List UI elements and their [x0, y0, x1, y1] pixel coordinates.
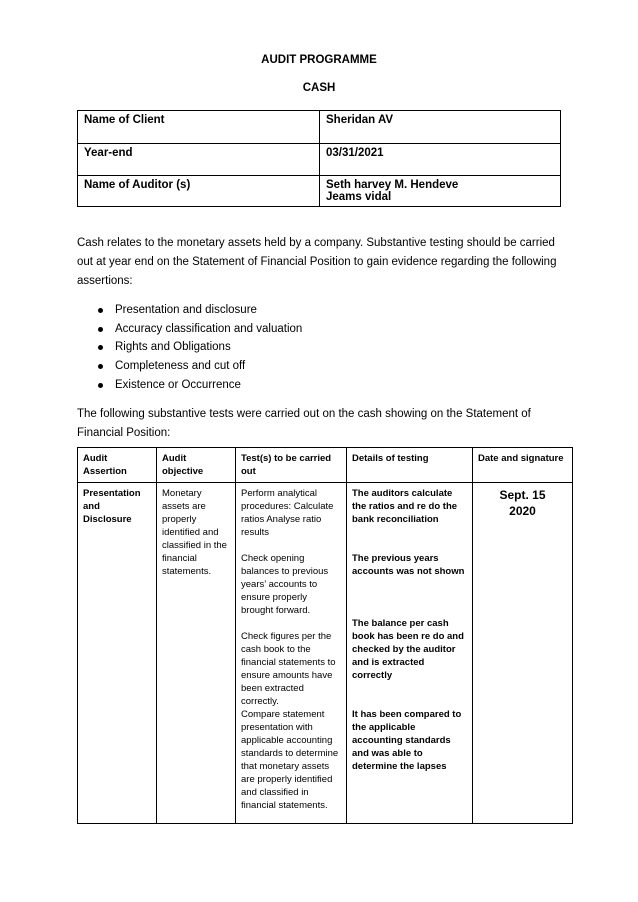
info-row-client — [78, 111, 561, 144]
info-row-year-end — [78, 144, 561, 176]
column-header: Test(s) to be carried out — [236, 448, 347, 483]
detail-item: The previous years accounts was not shown — [352, 553, 465, 577]
doc-title: AUDIT PROGRAMME — [261, 54, 377, 66]
date-signature-cell — [473, 483, 573, 824]
list-item: Presentation and disclosure — [96, 301, 302, 320]
test-item: Check figures per the cash book to the financial statements to ensure amounts have been extracted correctly. — [241, 631, 336, 707]
column-header: Audit Assertion — [78, 448, 157, 483]
info-value-line: Seth harvey M. Hendeve — [326, 179, 459, 191]
detail-item: The auditors calculate the ratios and re do the bank reconciliation — [352, 488, 458, 525]
doc-subtitle: CASH — [302, 82, 336, 94]
table-header-row — [78, 448, 573, 483]
tests-cell — [236, 483, 347, 824]
table-row — [78, 483, 573, 824]
info-value — [320, 144, 561, 176]
column-header: Details of testing — [347, 448, 473, 483]
list-item: Rights and Obligations — [96, 338, 302, 357]
intro-paragraph: Cash relates to the monetary assets held by a company. Substantive testing should be carried out at year end on the Statement of Financial Position to gain evidence regarding the following assertions: — [77, 237, 557, 287]
info-label: Name of Auditor (s) — [78, 176, 320, 207]
substantive-tests-table — [77, 447, 573, 824]
objective-cell: Monetary assets are properly identified and classified in the financial statements. — [157, 483, 236, 824]
test-item: Check opening balances to previous years’ accounts to ensure properly brought forward. — [241, 553, 329, 616]
test-item: Perform analytical procedures: Calculate ratios Analyse ratio results — [241, 488, 334, 538]
column-header: Date and signature — [473, 448, 573, 483]
client-info-table — [77, 110, 561, 207]
info-label: Year-end — [78, 144, 320, 176]
list-item: Existence or Occurrence — [96, 376, 302, 395]
test-item: Compare statement presentation with applicable accounting standards to determine that monetary assets are properly identified and classified in financial statements. — [241, 709, 339, 811]
date-line: Sept. 15 — [499, 488, 546, 502]
info-value — [320, 176, 561, 207]
info-row-auditor — [78, 176, 561, 207]
detail-item: The balance per cash book has been re do and checked by the auditor and is extracted correctly — [352, 618, 464, 681]
info-label: Name of Client — [78, 111, 320, 144]
details-cell — [347, 483, 473, 824]
info-value-line: Jeams vidal — [326, 191, 392, 203]
detail-item: It has been compared to the applicable accounting standards and was able to determine the lapses — [352, 709, 462, 772]
assertions-list — [96, 301, 302, 394]
assertion-cell: Presentation and Disclosure — [78, 483, 157, 824]
list-item: Completeness and cut off — [96, 357, 302, 376]
column-header: Audit objective — [157, 448, 236, 483]
list-item: Accuracy classification and valuation — [96, 320, 302, 339]
info-value-line: Sheridan AV — [326, 114, 394, 126]
tests-intro-paragraph: The following substantive tests were carried out on the cash showing on the Statement of Financial Position: — [77, 408, 531, 439]
date-line: 2020 — [509, 504, 536, 518]
info-value-line: 03/31/2021 — [326, 147, 384, 159]
info-value — [320, 111, 561, 144]
